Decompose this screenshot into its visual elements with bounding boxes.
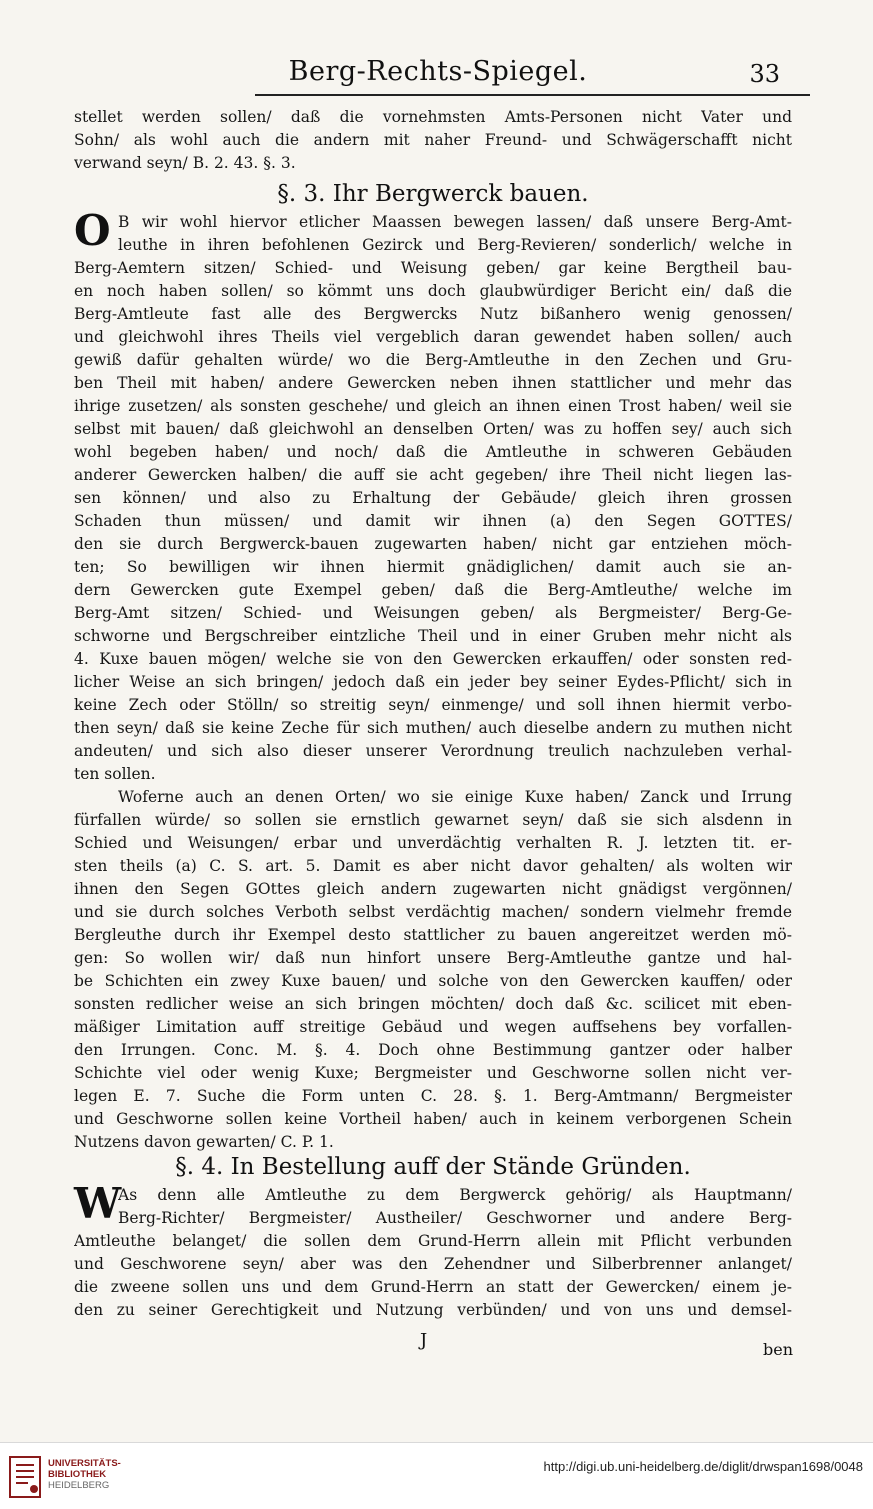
text-line: ben Theil mit haben/ andere Gewercken neben ihnen stattlicher und mehr das — [74, 374, 792, 392]
text-line: den sie durch Bergwerck-bauen zugewarten haben/ nicht gar entziehen möch- — [74, 535, 792, 553]
page-number: 33 — [749, 60, 780, 88]
library-line: BIBLIOTHEK — [48, 1469, 107, 1480]
library-line: HEIDELBERG — [48, 1480, 110, 1491]
running-head: Berg-Rechts-Spiegel. — [288, 56, 588, 87]
text-line: licher Weise an sich bringen/ jedoch daß ein jeder bey seiner Eydes-Pflicht/ sich in — [74, 673, 792, 691]
text-line: Amtleuthe belanget/ die sollen dem Grund-Herrn allein mit Pflicht verbunden — [74, 1232, 792, 1250]
text-line: Woferne auch an denen Orten/ wo sie einige Kuxe haben/ Zanck und Irrung — [118, 788, 792, 806]
text-line: ten; So bewilligen wir ihnen hiermit gnädiglichen/ damit auch sie an- — [74, 558, 792, 576]
section-4-paragraph — [74, 1179, 792, 1322]
university-library-logo-icon[interactable] — [8, 1455, 44, 1499]
text-line: Berg-Amt sitzen/ Schied- und Weisungen geben/ als Bergmeister/ Berg-Ge- — [74, 604, 792, 622]
library-name[interactable] — [48, 1458, 121, 1491]
text-line: Schied und Weisungen/ erbar und unverdächtig verhalten R. J. letzten tit. er- — [74, 834, 792, 852]
text-line: und Geschworene seyn/ aber was den Zehendner und Silberbrenner anlanget/ — [74, 1255, 792, 1273]
text-line: und sie durch solches Verboth selbst verdächtig machen/ sondern vielmehr fremde — [74, 903, 792, 921]
text-line: Berg-Aemtern sitzen/ Schied- und Weisung geben/ gar keine Bergtheil bau- — [74, 259, 792, 277]
section-3-paragraph-1 — [74, 206, 792, 786]
text-line: ihnen den Segen GOttes gleich andern zugewarten nicht gnädigst vergönnen/ — [74, 880, 792, 898]
text-line: Schichte viel oder wenig Kuxe; Bergmeister und Geschworne sollen nicht ver- — [74, 1064, 792, 1082]
permalink-url[interactable]: http://digi.ub.uni-heidelberg.de/diglit/drwspan1698/0048 — [543, 1459, 863, 1474]
text-line: wohl begeben haben/ und noch/ daß die Amtleuthe in schweren Gebäuden — [74, 443, 792, 461]
catchword: ben — [762, 1340, 793, 1359]
text-line: schworne und Bergschreiber eintzliche Theil und in einer Gruben mehr nicht als — [74, 627, 792, 645]
section-3 — [74, 177, 792, 1154]
text-line: then seyn/ daß sie keine Zeche für sich muthen/ auch dieselbe andern zu muthen nicht — [74, 719, 792, 737]
text-line: und gleichwohl ihres Theils viel vergeblich daran gewendet haben sollen/ auch — [74, 328, 792, 346]
text-line: be Schichten ein zwey Kuxe bauen/ und solche von den Gewercken kauffen/ oder — [74, 972, 792, 990]
text-line: Berg-Amtleute fast alle des Bergwercks Nutz bißanhero wenig genossen/ — [74, 305, 792, 323]
text-line: sten theils (a) C. S. art. 5. Damit es aber nicht davor gehalten/ als wolten wir — [74, 857, 792, 875]
text-line: den zu seiner Gerechtigkeit und Nutzung verbünden/ und von uns und demsel- — [74, 1301, 792, 1319]
text-line: Berg-Richter/ Bergmeister/ Austheiler/ Geschworner und andere Berg- — [118, 1209, 792, 1227]
text-line: dern Gewercken gute Exempel geben/ daß die Berg-Amtleuthe/ welche im — [74, 581, 792, 599]
text-line: anderer Gewercken halben/ die auff sie acht gegeben/ ihre Theil nicht liegen las- — [74, 466, 792, 484]
header-rule — [255, 94, 810, 96]
text-line: stellet werden sollen/ daß die vornehmsten Amts-Personen nicht Vater und — [74, 108, 792, 126]
text-line: Nutzens davon gewarten/ C. P. 1. — [74, 1133, 334, 1151]
section-heading: §. 4. In Bestellung auff der Stände Gründen. — [175, 1154, 691, 1180]
text-line: Bergleuthe durch ihr Exempel desto stattlicher zu bauen angereitzet werden mö- — [74, 926, 792, 944]
text-line: fürfallen würde/ so sollen sie ernstlich gewarnet seyn/ daß sie sich alsdenn in — [74, 811, 792, 829]
section-heading: §. 3. Ihr Bergwerck bauen. — [277, 181, 589, 207]
text-line: verwand seyn/ B. 2. 43. §. 3. — [74, 154, 296, 172]
text-line: den Irrungen. Conc. M. §. 4. Doch ohne Bestimmung gantzer oder halber — [74, 1041, 792, 1059]
text-line: leuthe in ihren befohlenen Gezirck und Berg-Revieren/ sonderlich/ welche in — [118, 236, 792, 254]
text-line: sen können/ und also zu Erhaltung der Gebäude/ gleich ihren grossen — [74, 489, 792, 507]
text-line: ten sollen. — [74, 765, 156, 783]
text-line: sonsten redlicher weise an sich bringen möchten/ doch daß &c. scilicet mit eben- — [74, 995, 792, 1013]
text-line: B wir wohl hiervor etlicher Maassen bewegen lassen/ daß unsere Berg-Amt- — [118, 213, 792, 231]
text-line: keine Zech oder Stölln/ so streitig seyn/ einmenge/ und soll ihnen hiermit verbo- — [74, 696, 792, 714]
viewer-footer — [0, 1442, 873, 1509]
drop-capital: O — [74, 206, 111, 255]
text-line: gewiß dafür gehalten würde/ wo die Berg-Amtleuthe in den Zechen und Gru- — [74, 351, 792, 369]
text-line: andeuten/ und sich also dieser unserer Verordnung treulich nachzuleben verhal- — [74, 742, 792, 760]
text-line: As denn alle Amtleuthe zu dem Bergwerck gehörig/ als Hauptmann/ — [118, 1186, 792, 1204]
text-line: legen E. 7. Suche die Form unten C. 28. §. 1. Berg-Amtmann/ Bergmeister — [74, 1087, 792, 1105]
section-3-paragraph-2 — [74, 786, 792, 1154]
text-line: en noch haben sollen/ so kömmt uns doch glaubwürdiger Bericht ein/ daß die — [74, 282, 792, 300]
text-line: und Geschworne sollen keine Vortheil haben/ auch in keinem verborgenen Schein — [74, 1110, 792, 1128]
library-line: UNIVERSITÄTS- — [48, 1458, 121, 1469]
text-line: gen: So wollen wir/ daß nun hinfort unsere Berg-Amtleuthe gantze und hal- — [74, 949, 792, 967]
section-4 — [74, 1150, 792, 1322]
text-line: die zweene sollen uns und dem Grund-Herrn an statt der Gewercken/ einem je- — [74, 1278, 792, 1296]
text-line: Sohn/ als wohl auch die andern mit naher Freund- und Schwägerschafft nicht — [74, 131, 792, 149]
drop-capital: W — [74, 1179, 122, 1228]
text-line: mäßiger Limitation auff streitige Gebäud und wegen auffsehens bey vorfallen- — [74, 1018, 792, 1036]
text-line: Schaden thun müssen/ und damit wir ihnen (a) den Segen GOTTES/ — [74, 512, 792, 530]
text-line: selbst mit bauen/ daß gleichwohl an denselben Orten/ was zu hoffen sey/ auch sich — [74, 420, 792, 438]
text-block-intro — [74, 106, 792, 175]
page-header — [60, 56, 790, 96]
text-line: ihrige zusetzen/ als sonsten geschehe/ und gleich an ihnen einen Trost haben/ weil sie — [74, 397, 792, 415]
signature-mark: J — [420, 1330, 428, 1351]
text-line: 4. Kuxe bauen mögen/ welche sie von den Gewercken erkauffen/ oder sonsten red- — [74, 650, 792, 668]
